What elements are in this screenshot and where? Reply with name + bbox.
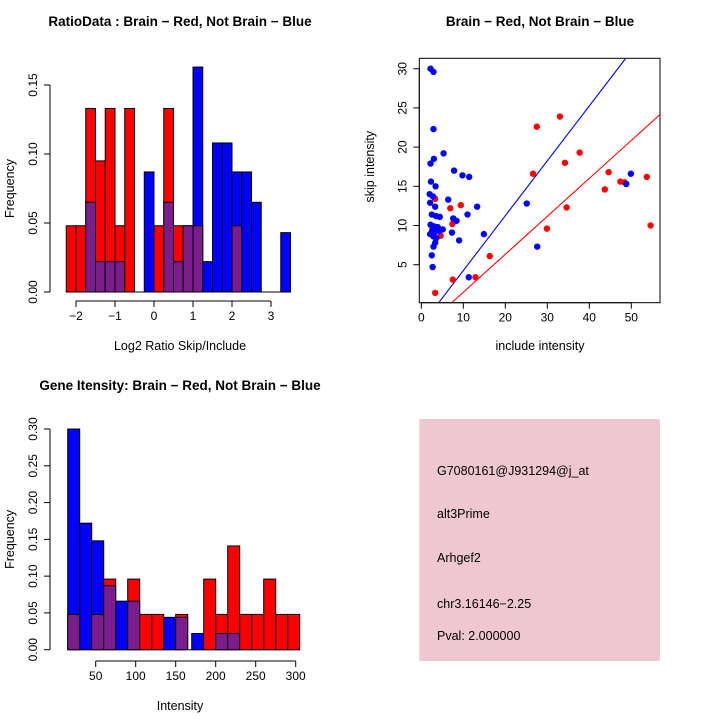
x-tick-label: −1 [108,309,122,323]
blue-point [466,174,472,180]
x-tick-label: 2 [228,309,236,323]
y-tick-label: 15 [395,179,410,193]
x-tick-label: 300 [285,669,306,683]
x-tick-label: 100 [125,669,146,683]
x-tick-label: 250 [245,669,266,683]
x-axis-title: Log2 Ratio Skip/Include [113,339,247,353]
overlap-bar [96,262,106,292]
y-axis-title: Frequency [3,158,17,219]
red-point [563,204,569,210]
x-axis [69,301,275,353]
red-bar [154,226,164,292]
overlap-bar [68,614,80,649]
x-axis-title: Intensity [156,699,204,713]
red-bar [288,614,300,649]
ratio-histogram-panel [0,0,360,360]
blue-point [628,171,634,177]
y-tick-label: 0.05 [26,601,40,625]
blue-point [432,183,438,189]
blue-bar [252,202,262,292]
red-point [458,202,464,208]
blue-point [430,243,436,249]
x-tick-label: 30 [540,310,554,325]
overlap-bar [86,202,96,292]
blue-point [437,214,443,220]
y-tick-label: 0.15 [26,73,40,97]
gene-info-panel [360,360,720,720]
panel-title: Gene Itensity: Brain − Red, Not Brain − Blue [39,378,321,393]
y-tick-label: 0.20 [26,490,40,515]
y-tick-label: 5 [395,261,410,269]
red-point [487,253,493,259]
red-point [544,225,550,231]
red-bar [240,614,252,649]
blue-point [427,200,433,206]
info-line: G7080161@J931294@j_at [437,464,589,478]
red-bar [66,226,76,292]
info-line: Arhgef2 [437,551,481,565]
y-axis-title: Frequency [3,509,17,569]
blue-point [430,69,436,75]
red-point [602,186,608,192]
overlap-bar [183,226,193,292]
overlap-bar [104,586,116,650]
x-axis [418,303,638,353]
red-bar [264,579,276,650]
info-line: alt3Prime [437,507,490,521]
overlap-bar [232,226,242,292]
blue-bar [192,634,204,650]
x-axis-title: include intensity [495,339,585,353]
y-tick-label: 0.15 [26,527,40,552]
x-tick-label: 1 [189,309,197,323]
red-bar [152,614,164,649]
x-tick-label: 0 [417,310,425,325]
gene-intensity-histogram-panel [0,360,360,720]
blue-point [481,231,487,237]
red-bar [276,614,288,649]
red-point [644,174,650,180]
red-point [450,276,456,282]
overlap-bar [193,226,203,292]
blue-bar [242,172,252,292]
y-axis [3,73,50,304]
y-tick-label: 10 [395,218,410,233]
y-tick-label: 0.00 [26,280,40,304]
x-tick-label: 50 [624,310,638,325]
y-tick-label: 0.10 [26,142,40,166]
red-bar [125,108,135,292]
x-tick-label: 40 [582,310,596,325]
blue-bar [144,172,154,292]
y-axis [3,417,50,661]
red-point [472,274,478,280]
red-point [562,160,568,166]
blue-point [466,274,472,280]
blue-bar [164,617,176,649]
x-tick-label: 150 [165,669,186,683]
blue-point [432,203,438,209]
red-bar [204,579,216,650]
red-fit-line [452,115,660,303]
blue-point [456,237,462,243]
histogram-bars [66,67,290,292]
x-tick-label: 200 [205,669,226,683]
blue-point [429,252,435,258]
blue-point [428,178,434,184]
overlap-bar [128,601,140,650]
y-tick-label: 0.10 [26,564,40,588]
x-tick-label: 20 [498,310,512,325]
blue-point [459,172,465,178]
red-point [530,171,536,177]
red-point [605,169,611,175]
blue-point [534,243,540,249]
overlap-bar [115,262,125,292]
red-point [534,124,540,130]
panel-title: Brain − Red, Not Brain − Blue [445,14,635,29]
blue-point [440,150,446,156]
x-axis [89,661,306,713]
blue-point [430,126,436,132]
blue-point [453,218,459,224]
blue-bar [213,143,223,292]
blue-point [464,211,470,217]
info-box [419,419,660,661]
overlap-bar [176,617,188,649]
blue-point [474,203,480,209]
blue-fit-line [439,59,626,303]
red-bar [76,226,86,292]
overlap-bar [216,634,228,650]
blue-point [427,160,433,166]
y-tick-label: 20 [395,140,410,154]
blue-bar [281,233,291,292]
y-tick-label: 0.05 [26,211,40,235]
x-tick-label: −2 [69,309,83,323]
blue-bar [203,262,213,292]
blue-point [623,181,629,187]
red-point [447,205,453,211]
blue-point [440,226,446,232]
pval-line: Pval: 2.000000 [437,629,521,643]
red-bar [140,614,152,649]
info-line: chr3.16146−2.25 [437,597,532,611]
red-point [647,222,653,228]
y-tick-label: 0.00 [26,638,40,662]
y-axis-title: skip intensity [363,130,377,203]
y-tick-label: 25 [395,101,410,115]
blue-point [449,229,455,235]
x-tick-label: 10 [456,310,470,325]
red-point [576,149,582,155]
y-tick-label: 0.25 [26,454,40,478]
red-point [557,113,563,119]
x-tick-label: 0 [150,309,158,323]
blue-point [524,200,530,206]
blue-bar [116,601,128,650]
blue-point [451,167,457,173]
overlap-bar [228,634,240,650]
y-axis [363,62,419,268]
blue-bar [80,523,92,650]
overlap-bar [174,262,184,292]
x-tick-label: 50 [89,669,103,683]
y-tick-label: 0.30 [26,417,40,441]
blue-point [429,264,435,270]
red-bar [252,614,264,649]
blue-point [445,196,451,202]
intensity-scatter-panel [360,0,720,360]
overlap-bar [164,202,174,292]
red-point [432,290,438,296]
panel-title: RatioData : Brain − Red, Not Brain − Blue [48,14,312,29]
blue-point [430,193,436,199]
blue-bar [222,143,232,292]
histogram-bars [68,429,300,650]
overlap-bar [92,614,104,649]
x-tick-label: 3 [267,309,275,323]
overlap-bar [105,262,115,292]
y-tick-label: 30 [395,62,410,76]
